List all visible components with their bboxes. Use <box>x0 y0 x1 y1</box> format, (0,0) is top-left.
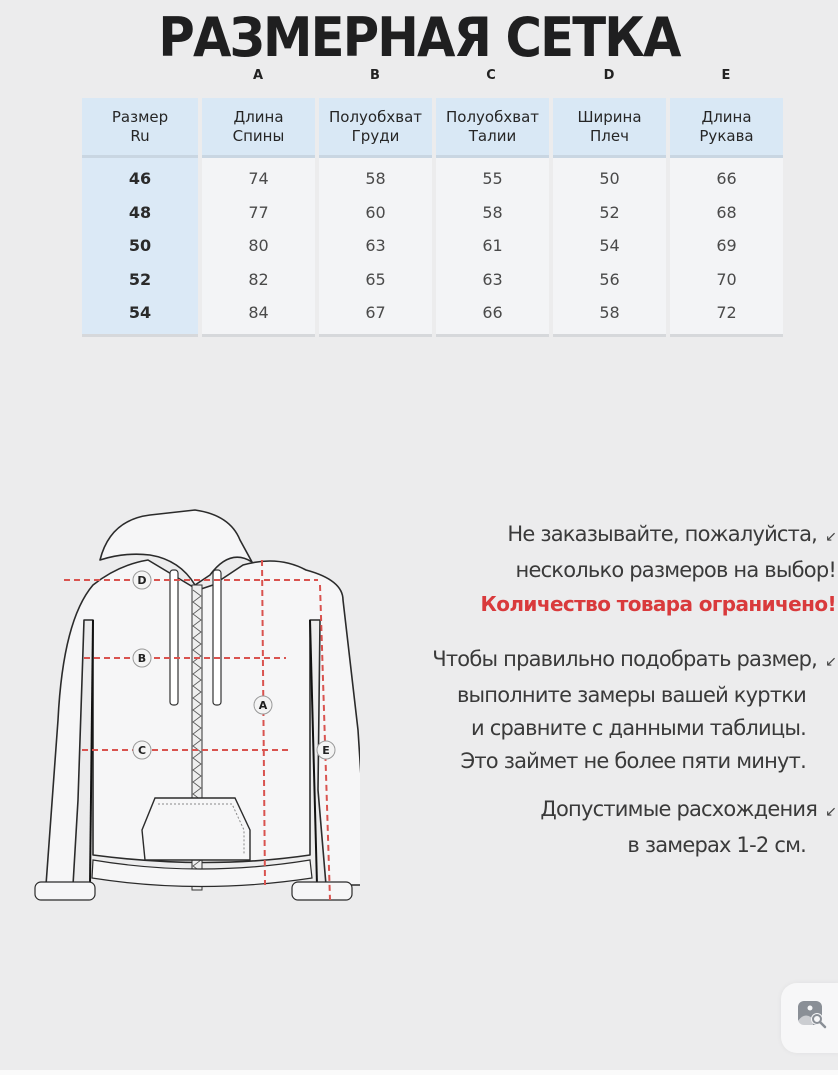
note-measure-instructions <box>336 643 836 778</box>
header-waist <box>436 98 549 158</box>
note-line <box>336 643 836 679</box>
header-back-length <box>202 98 315 158</box>
table-row <box>82 229 783 263</box>
table-header-row <box>82 98 783 158</box>
arrow-down-left-icon: ↙ <box>825 804 836 820</box>
header-text: Ширина <box>577 107 642 126</box>
table-cell: 58 <box>553 296 666 337</box>
note-order-warning <box>336 518 836 621</box>
note-line: Это займет не более пяти минут. <box>460 749 806 773</box>
column-letter-d: D <box>603 68 615 83</box>
label-c: C <box>137 744 147 757</box>
size-cell: 52 <box>82 263 198 297</box>
column-letter-e: E <box>721 68 731 83</box>
image-search-icon <box>797 999 827 1029</box>
table-cell: 63 <box>436 263 549 297</box>
note-line: выполните замеры вашей куртки <box>456 683 806 707</box>
header-text: Ru <box>130 126 150 145</box>
table-cell: 70 <box>670 263 783 297</box>
table-row <box>82 196 783 230</box>
header-text: Спины <box>232 126 285 145</box>
table-cell: 77 <box>202 196 315 230</box>
column-letter-b: B <box>370 68 380 83</box>
header-sleeve-length <box>670 98 783 158</box>
header-chest <box>319 98 432 158</box>
label-a: A <box>258 699 268 712</box>
note-line: и сравните с данными таблицы. <box>471 716 806 740</box>
header-text: Полуобхват <box>446 107 539 126</box>
arrow-down-left-icon: ↙ <box>825 654 836 670</box>
label-e: E <box>322 744 330 757</box>
header-shoulder-width <box>553 98 666 158</box>
size-cell: 48 <box>82 196 198 230</box>
label-d: D <box>137 574 147 587</box>
table-cell: 58 <box>319 158 432 196</box>
table-cell: 60 <box>319 196 432 230</box>
size-cell: 54 <box>82 296 198 337</box>
label-b: B <box>137 652 147 665</box>
column-letters <box>0 68 838 88</box>
header-size <box>82 98 198 158</box>
jacket-measurement-diagram <box>30 500 360 910</box>
size-table <box>78 98 787 337</box>
header-text: Размер <box>111 107 169 126</box>
header-text: Плеч <box>590 126 629 145</box>
limited-stock-warning: Количество товара ограничено! <box>480 592 836 616</box>
note-tolerance <box>336 793 836 862</box>
note-line <box>336 518 836 554</box>
table-cell: 63 <box>319 229 432 263</box>
table-cell: 72 <box>670 296 783 337</box>
table-cell: 61 <box>436 229 549 263</box>
table-cell: 50 <box>553 158 666 196</box>
table-cell: 68 <box>670 196 783 230</box>
table-cell: 58 <box>436 196 549 230</box>
table-cell: 80 <box>202 229 315 263</box>
table-cell: 67 <box>319 296 432 337</box>
table-cell: 52 <box>553 196 666 230</box>
table-cell: 66 <box>436 296 549 337</box>
note-line: несколько размеров на выбор! <box>515 558 836 582</box>
column-letter-c: C <box>486 68 496 83</box>
bottom-edge <box>0 1070 838 1075</box>
header-text: Груди <box>351 126 400 145</box>
table-cell: 69 <box>670 229 783 263</box>
table-cell: 66 <box>670 158 783 196</box>
table-cell: 55 <box>436 158 549 196</box>
image-search-button[interactable] <box>781 983 838 1053</box>
table-cell: 56 <box>553 263 666 297</box>
table-row <box>82 296 783 337</box>
header-text: Длина <box>701 107 752 126</box>
table-row <box>82 158 783 196</box>
column-letter-a: A <box>252 68 264 83</box>
size-cell: 50 <box>82 229 198 263</box>
header-text: Талии <box>468 126 517 145</box>
header-text: Длина <box>233 107 284 126</box>
note-line: в замерах 1-2 см. <box>627 833 806 857</box>
arrow-down-left-icon: ↙ <box>825 529 836 545</box>
note-line <box>336 793 836 829</box>
table-cell: 82 <box>202 263 315 297</box>
table-cell: 84 <box>202 296 315 337</box>
size-cell: 46 <box>82 158 198 196</box>
header-text: Рукава <box>699 126 754 145</box>
table-cell: 65 <box>319 263 432 297</box>
note-text: Не заказывайте, пожалуйста, <box>507 522 818 546</box>
page-title: РАЗМЕРНАЯ СЕТКА <box>158 6 680 69</box>
table-cell: 54 <box>553 229 666 263</box>
table-row <box>82 263 783 297</box>
header-text: Полуобхват <box>329 107 422 126</box>
note-text: Чтобы правильно подобрать размер, <box>432 647 818 671</box>
note-text: Допустимые расхождения <box>540 797 818 821</box>
table-cell: 74 <box>202 158 315 196</box>
